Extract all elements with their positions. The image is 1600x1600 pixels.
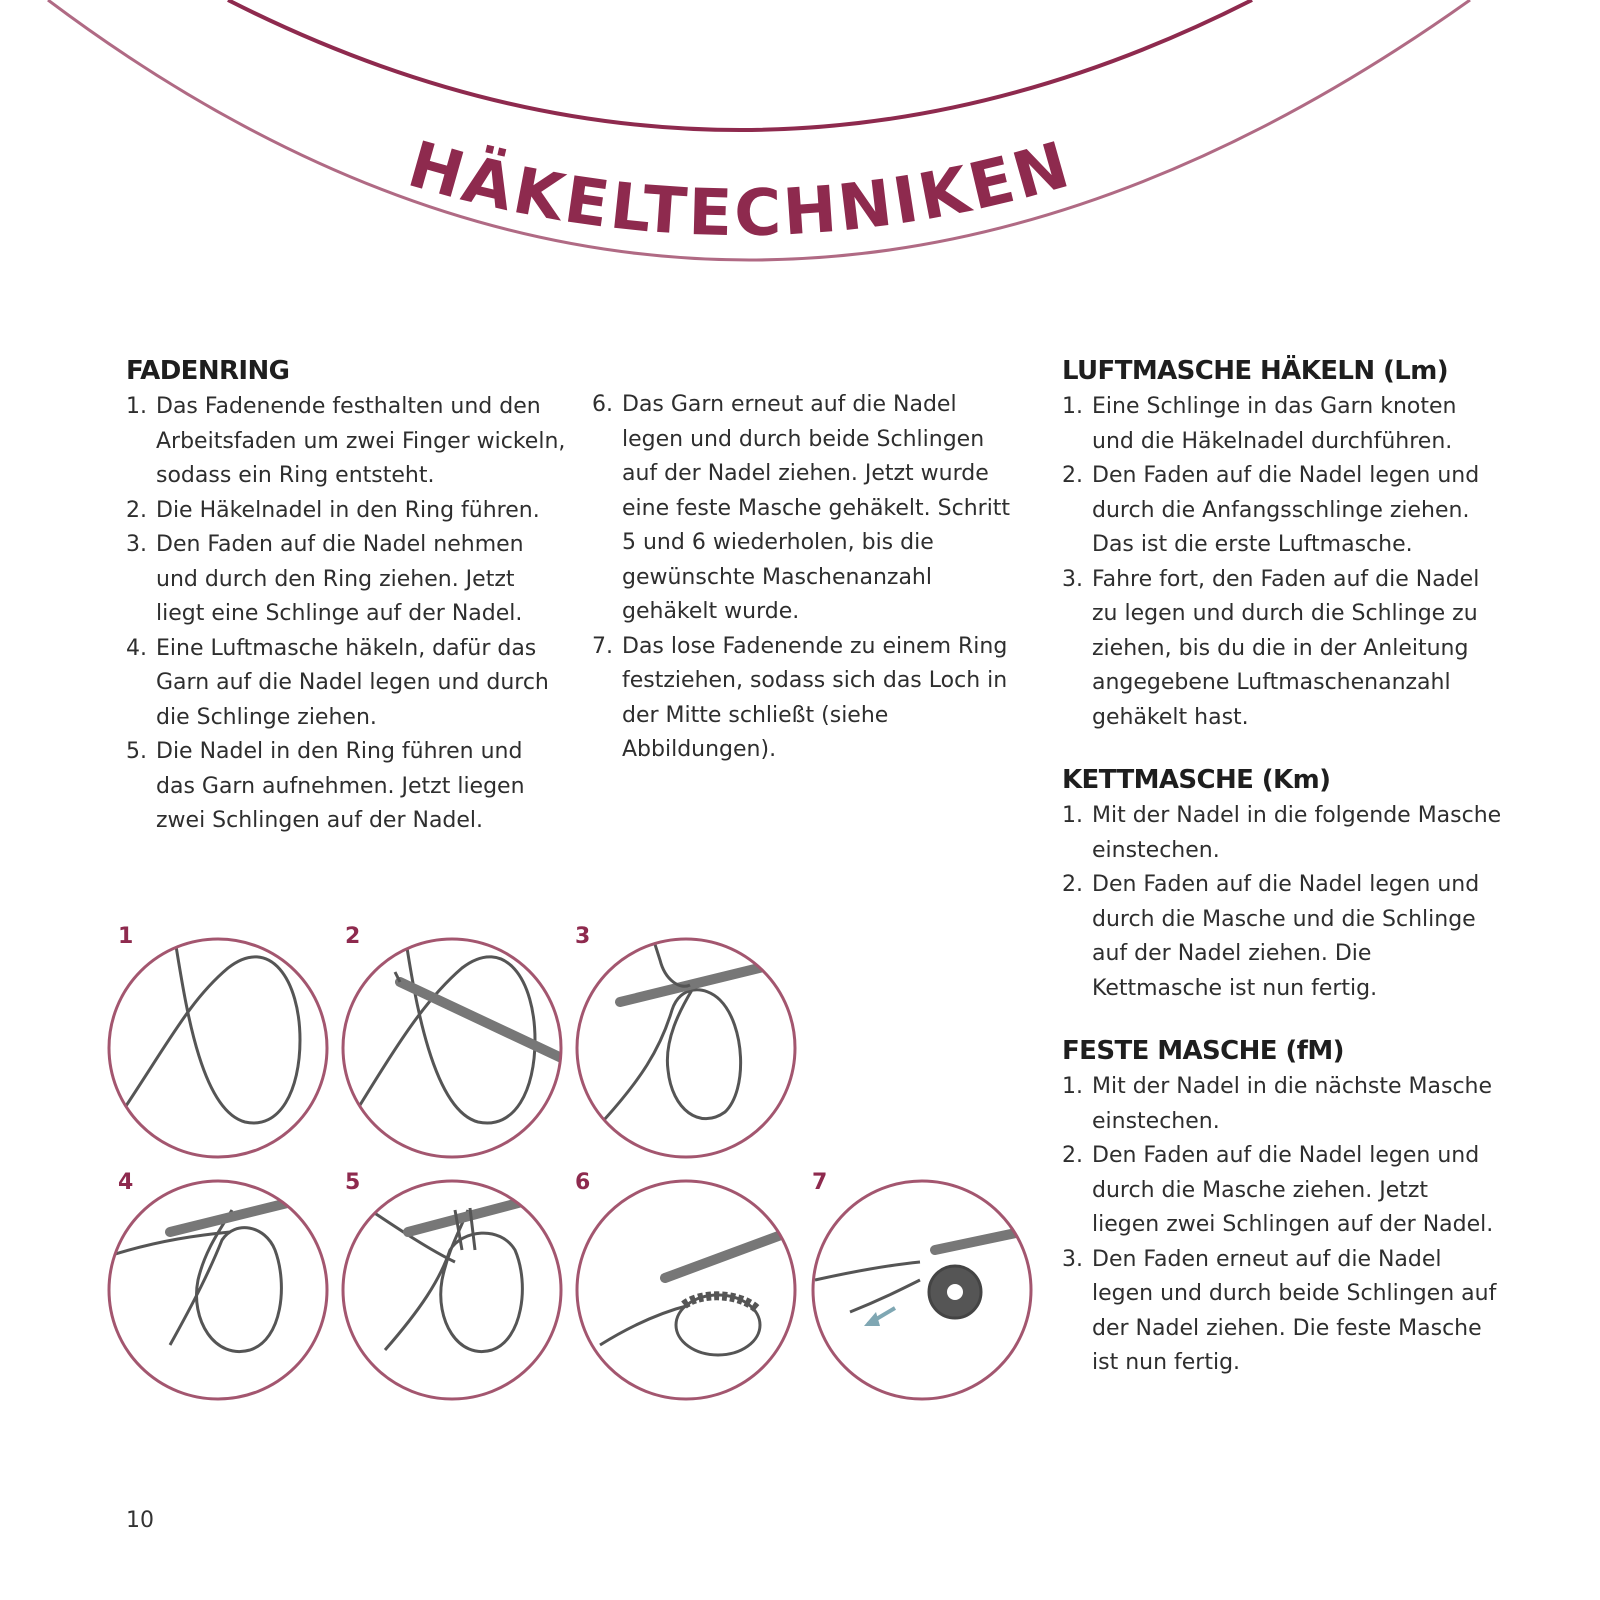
illustration-step-3: [577, 935, 800, 1157]
step-number: 2.: [1062, 463, 1083, 488]
step-text: Mit der Nadel in die folgende Masche einstechen.: [1092, 803, 1502, 863]
step-text: Das lose Fadenende zu einem Ring festziehen, sodass sich das Loch in der Mitte schließt (siehe Abbildungen).: [622, 633, 1008, 762]
step-number: 2.: [1062, 1143, 1083, 1168]
illustration-step-7: [813, 1181, 1031, 1399]
step-text: Die Häkelnadel in den Ring führen.: [156, 497, 540, 523]
feste-masche-heading: FESTE MASCHE (fM): [1062, 1036, 1344, 1066]
fadenring-heading: FADENRING: [126, 356, 290, 386]
kettmasche-heading: KETTMASCHE (Km): [1062, 765, 1331, 795]
illustration-step-6: [577, 1181, 800, 1399]
illustration-step-5: [343, 1181, 561, 1399]
step-label-6: 6: [575, 1170, 591, 1195]
step-number: 3.: [126, 532, 147, 557]
step-text: Den Faden auf die Nadel legen und durch die Masche und die Schlinge auf der Nadel ziehen. Die Kettmasche ist nun fertig.: [1092, 872, 1480, 1001]
step-number: 7.: [592, 633, 613, 659]
step-label-5: 5: [345, 1170, 361, 1195]
illustration-step-4: [109, 1181, 327, 1399]
luftmasche-heading: LUFTMASCHE HÄKELN (Lm): [1062, 356, 1449, 386]
page-title: HÄKELTECHNIKEN: [400, 127, 1080, 252]
step-text: Den Faden auf die Nadel legen und durch die Anfangsschlinge ziehen. Das ist die erste Luftmasche.: [1092, 463, 1480, 557]
illustration-step-2: [343, 935, 570, 1157]
step-text: Den Faden auf die Nadel legen und durch die Masche ziehen. Jetzt liegen zwei Schlingen auf der Nadel.: [1092, 1143, 1494, 1237]
step-label-2: 2: [345, 924, 361, 949]
step-number: 1.: [1062, 803, 1083, 828]
step-number: 1.: [1062, 394, 1083, 419]
step-number: 3.: [1062, 566, 1083, 592]
step-text: Den Faden erneut auf die Nadel legen und durch beide Schlingen auf der Nadel ziehen. Die feste Masche ist nun fertig.: [1092, 1246, 1497, 1375]
step-number: 1.: [1062, 1074, 1083, 1099]
step-text: Das Garn erneut auf die Nadel legen und durch beide Schlingen auf der Nadel ziehen. Jetzt wurde eine feste Masche gehäkelt. Schritt 5 und 6 wiederholen, bis die gewünschte Maschenanzahl gehäkelt wurde.: [622, 392, 1011, 624]
step-number: 6.: [592, 392, 613, 417]
illustration-step-1: [109, 930, 327, 1157]
step-text: Die Nadel in den Ring führen und das Garn aufnehmen. Jetzt liegen zwei Schlingen auf der Nadel.: [156, 739, 525, 833]
step-text: Eine Luftmasche häkeln, dafür das Garn auf die Nadel legen und durch die Schlinge ziehen.: [156, 635, 549, 730]
step-number: 3.: [1062, 1246, 1083, 1272]
step-label-1: 1: [118, 924, 134, 949]
step-label-4: 4: [118, 1170, 134, 1195]
step-text: Das Fadenende festhalten und den Arbeitsfaden um zwei Finger wickeln, sodass ein Ring entsteht.: [156, 394, 566, 488]
step-text: Den Faden auf die Nadel nehmen und durch den Ring ziehen. Jetzt liegt eine Schlinge auf der Nadel.: [156, 532, 524, 626]
step-number: 1.: [126, 394, 147, 419]
page-number: 10: [126, 1508, 154, 1533]
step-number: 2.: [1062, 872, 1083, 897]
step-number: 2.: [126, 497, 147, 523]
step-number: 4.: [126, 635, 147, 661]
step-label-7: 7: [812, 1170, 828, 1195]
step-text: Mit der Nadel in die nächste Masche einstechen.: [1092, 1074, 1493, 1134]
step-label-3: 3: [575, 924, 591, 949]
step-text: Fahre fort, den Faden auf die Nadel zu legen und durch die Schlinge zu ziehen, bis du die in der Anleitung angegebene Luftmaschenanzahl gehäkelt hast.: [1092, 566, 1480, 730]
step-text: Eine Schlinge in das Garn knoten und die Häkelnadel durchführen.: [1092, 394, 1457, 454]
step-number: 5.: [126, 739, 147, 764]
